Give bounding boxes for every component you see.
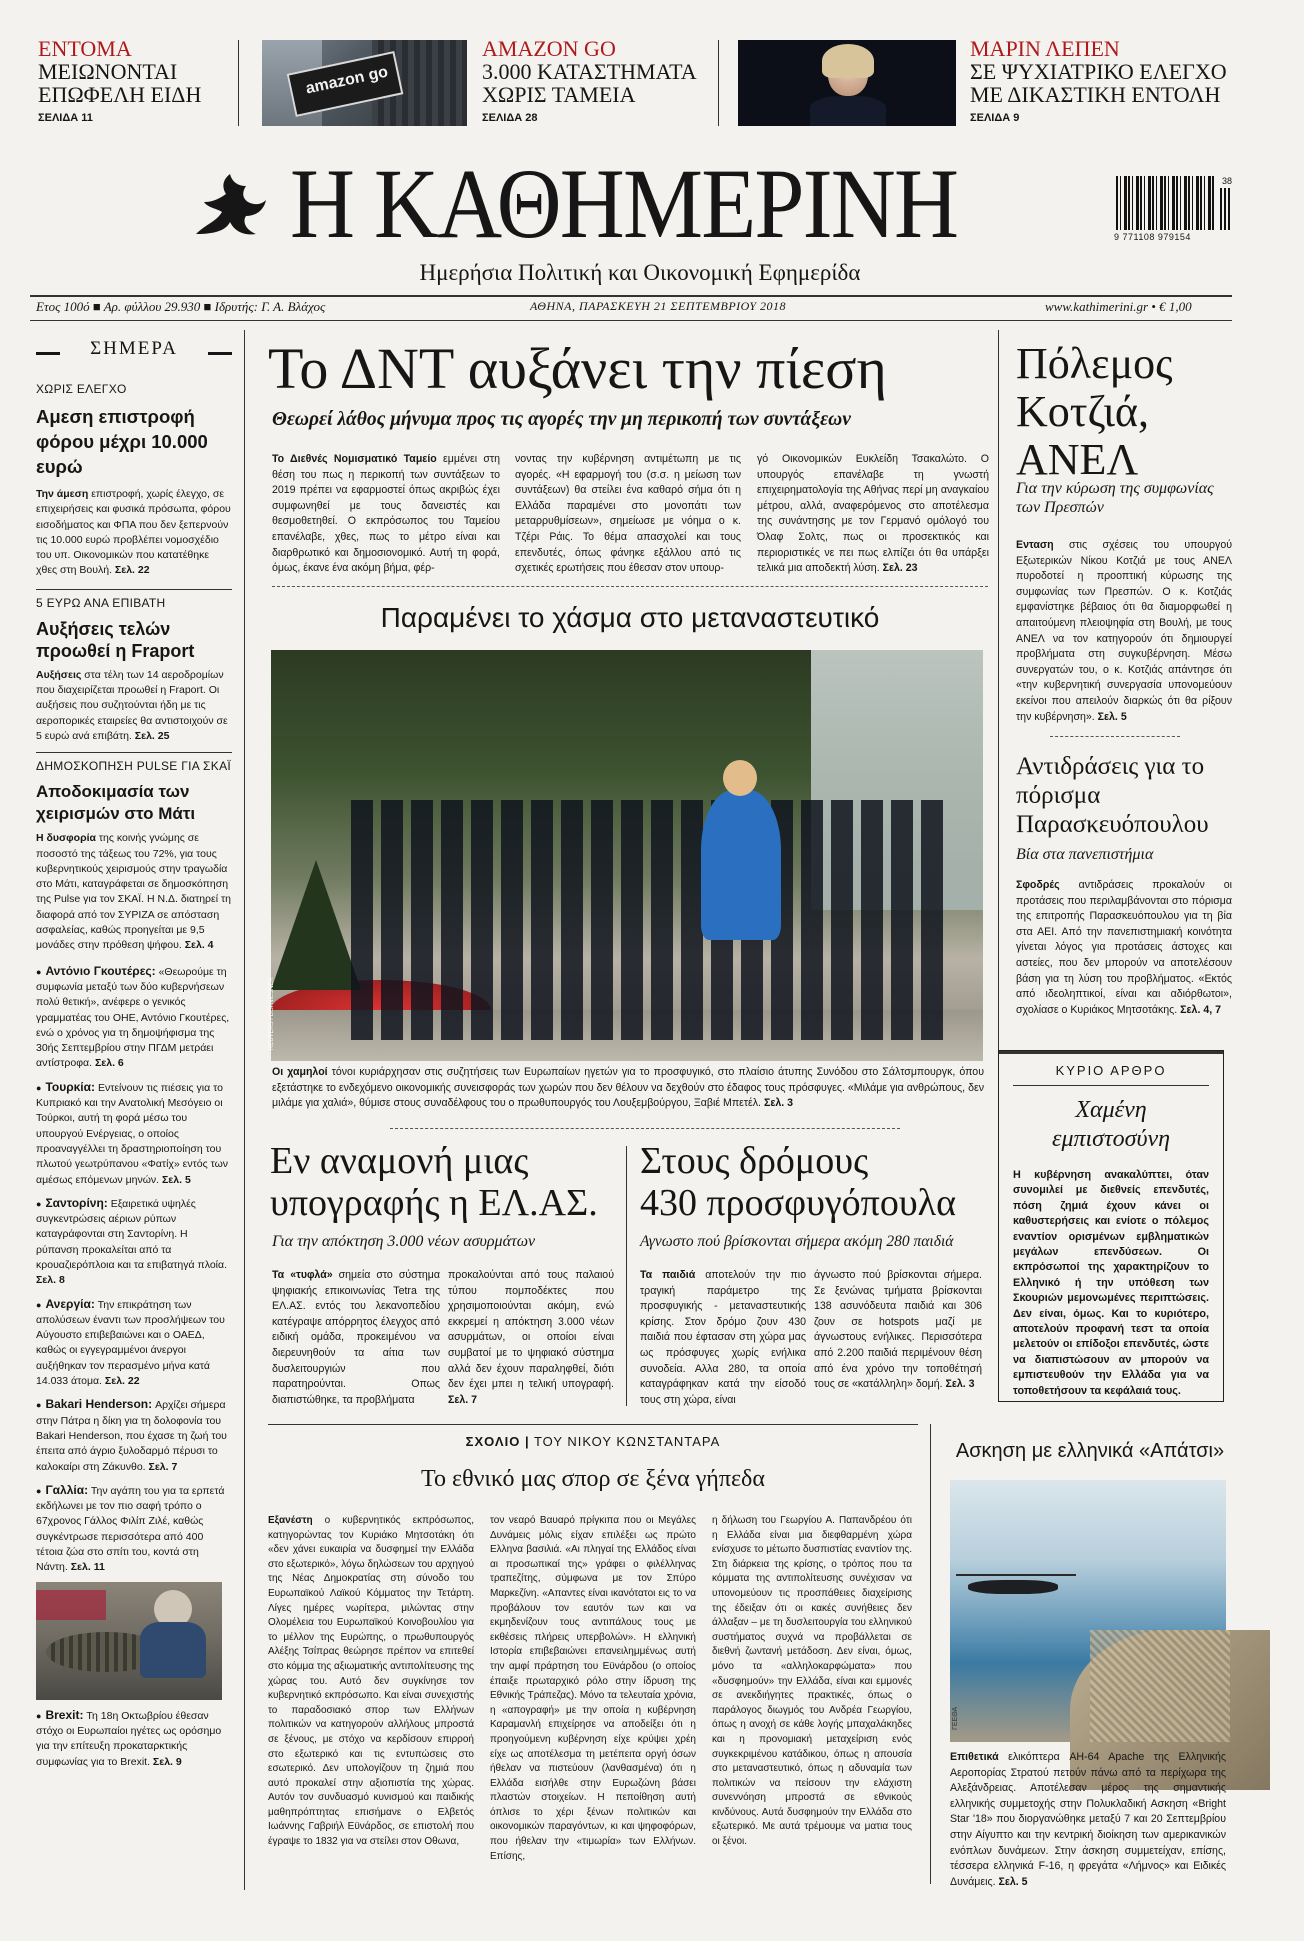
editorial-label: ΚΥΡΙΟ ΑΡΘΡΟ [1055,1063,1167,1078]
comment-title[interactable]: Το εθνικό μας σπορ σε ξένα γήπεδα [421,1466,765,1492]
bullet-lead: ● Γαλλία: [36,1483,88,1497]
sidebar-text [36,831,232,953]
body-text: σημεία στο σύστημα ψηφιακής επικοινωνίας Tetra της ΕΛ.ΑΣ. εντός του λεκανοπεδίου κατέγραψε απόρρητος έλεγχος από ειδική ομάδα, προκειμένου να διερευνηθούν τα αίτια των δυσλειτουργιών που παρατηρούνται. Οπως διαπιστώθηκε, τα προβλήματα [272,1269,441,1406]
lead-col2 [515,452,741,577]
barcode [1112,176,1232,246]
rule [30,320,1232,321]
universities-subhead: Βία στα πανεπιστήμια [1016,846,1154,863]
sidebar-bullet [36,1297,232,1390]
body-text: αποτελούν την πιο τραγική παράμετρο της προσφυγικής - μεταναστευτικής κρίσης. Στον δρόμο ζουν 430 παιδιά που έφτασαν στη χώρα μας ως πρόσφυγες χωρίς ενήλικα συνοδεία. Αλλα 280, τα οποία καταγράφηκαν κατά την είσοδό τους στη χώρα, είναι [640,1269,806,1406]
page-ref: Σελ. 5 [162,1173,191,1186]
lead-col1 [272,452,500,577]
sidebar-bullet [36,1397,232,1474]
sidebar-headline[interactable]: Αυξήσεις τελών προωθεί η Fraport [36,618,195,661]
refugees-col1 [640,1268,806,1408]
comment-col1 [268,1514,474,1850]
elas-subhead: Για την απόκτηση 3.000 νέων ασυρμάτων [272,1233,536,1250]
body-text: γό Οικονομικών Ευκλείδη Τσακαλώτο. Ο υπουργός επανέλαβε τη γνωστή επιχειρηματολογία της Αθήνας περί μη αναγκαίου μέτρου, αλλά, αναφερόμενος στο αποτέλεσμα της συνάντησης με τον Γερμανό ομόλογό του Όλαφ Σολτς, πως οι προσεκτικός και περιοριστικές νε πει πως ελπίζει ότι θα υπάρξει τελικά μια αποδεκτή λύση. [757,453,989,575]
refugees-col2 [814,1268,982,1393]
sidebar-bullet [36,1080,232,1188]
divider [272,586,988,587]
page-ref: Σελ. 3 [945,1378,975,1391]
bullet-text: Αρχίζει σήμερα στην Πάτρα η δίκη για τη δολοφονία του Bakari Henderson, που έχασε τη ζωή του έπειτα από άγριο ξυλοδαρμό πέρυσι το καλοκαίρι στη Ζάκυνθο. [36,1399,227,1473]
refugees-subhead: Αγνωστο πού βρίσκονται σήμερα ακόμη 280 παιδιά [640,1233,954,1250]
elas-col1 [272,1268,440,1408]
divider [36,589,232,590]
body-text: νοντας την κυβέρνηση αντιμέτωπη με τις αγορές. «Η εφαρμογή του (σ.σ. η μείωση των συντάξεων) θα στείλει ένα καθαρό σήμα ότι η Ελλάδα παραμένει στο μονοπάτι των μεταρρυθμίσεων», σημείωσε με νόημα ο κ. Τζέρι Ράις. Το θέμα απασχολεί και τους επενδυτές, όπως φάνηκε εξάλλου από τις σχετικές ερωτήσεις που έθεσαν στον υπουρ- [515,453,741,575]
teaser-le-pen[interactable] [970,38,1270,124]
page-ref: Σελ. 7 [148,1460,178,1473]
photo-credit: REUTERS / STEPHANE MAHE [32,1612,38,1698]
divider [36,752,232,753]
byline-separator: | [524,1434,530,1449]
divider [244,330,245,1890]
sidebar-text [36,668,232,744]
teaser-amazon[interactable] [482,38,722,124]
apache-headline[interactable]: Ασκηση με ελληνικά «Απάτσι» [955,1440,1225,1462]
divider [238,40,239,126]
bullet-text: Εξαιρετικά υψηλές συγκεντρώσεις αέριων ρύπων καταγράφονται στη Σαντορίνη. Η ρύπανση προκαλείται από τα κρουαζιερόπλοια και τα επιβατηγά πλοία. [36,1197,228,1271]
teaser-title: 3.000 ΚΑΤΑΣΤΗΜΑΤΑ [482,59,697,84]
sidebar-title: ΣΗΜΕΡΑ [90,338,178,359]
page-ref: Σελ. 7 [448,1393,478,1406]
le-pen-photo [738,40,956,126]
lead-words: Τα παιδιά [640,1269,696,1281]
body-text: ελικόπτερα AH-64 Apache της Ελληνικής Αεροπορίας Στρατού πετούν πάνω από τα περίχωρα της Αλεξάνδρειας. Αποτέλεσαν μέρος της σημαντικής ελληνικής συμμετοχής στην Πολυκλαδική Ασκηση «Bright Star '18» που διοργανώθηκε μεταξύ 7 και 20 Σεπτεμβρίου στην Αίγυπτο και την κεντρική διοίκηση των αμερικανικών ενόπλων δυνάμεων. Στην άσκηση συμμετείχαν, επίσης, τέσσερα ελληνικά F-16, η φρεγάτα «Λήμνος» και Ειδικές Δυνάμεις. [950,1751,1226,1888]
page-ref: Σελ. 3 [763,1097,794,1110]
editorial-text: Η κυβέρνηση ανακαλύπτει, όταν συνομιλεί με διεθνείς επενδυτές, πόση ζημιά έχουν κάνει οι καθυστερήσεις και ενίοτε ο πόλεμος εναντίον ορισμένων εμβληματικών μεγάλων επενδύσεων. Οι εκπρόσωποί της χαρακτηρίζουν το Ελληνικό ή την υπόθεση των Σκουριών μεμονωμένες περιπτώσεις. Δεν είναι, όμως. Και το κυριότερο, αποτελούν προφανή τεστ τα οποία μελετούν οι επίδοξοι επενδυτές, ώστε να διαπιστώσουν αν μπορούν να εμπιστευθούν την Ελλάδα για να τοποθετήσουν τα κεφάλαιά τους. [1013,1169,1209,1397]
bullet-lead: ● Ανεργία: [36,1297,95,1311]
amazon-go-photo [262,40,467,126]
page-ref: Σελ. 4, 7 [1180,1003,1222,1016]
comment-author: ΤΟΥ ΝΙΚΟΥ ΚΩΝΣΤΑΝΤΑΡΑ [533,1434,721,1449]
migration-caption [272,1065,984,1112]
bullet-text: Την επικράτηση των απολύσεων έναντι των προσλήψεων του Αύγουστο επιβεβαιώνει και ο ΟΑΕΔ, καθώς οι εγγεγραμμένοι άνεργοι αυξήθηκαν τον περασμένο μήνα κατά 14.033 άτομα. [36,1298,225,1388]
comment-label: ΣΧΟΛΙΟ [465,1434,521,1449]
lead-words: Η δυσφορία [36,832,96,845]
masthead-title: Η ΚΑΘΗΜΕΡΙΝΗ [290,148,958,259]
teaser-kicker: AMAZON GO [482,36,616,61]
teaser-title: ΕΠΩΦΕΛΗ ΕΙΔΗ [38,82,202,107]
page-ref: Σελ. 23 [882,562,918,575]
teaser-title: ΜΕ ΔΙΚΑΣΤΙΚΗ ΕΝΤΟΛΗ [970,82,1221,107]
divider [718,40,719,126]
page-ref: Σελ. 25 [134,729,170,742]
divider [1050,736,1180,737]
page-ref: Σελ. 6 [94,1057,124,1070]
lead-words: Αυξήσεις [36,668,82,681]
page-ref: Σελ. 4 [184,939,214,952]
sidebar-text [36,487,232,579]
bullet-text: Εντείνουν τις πιέσεις για το Κυπριακό και την Ανατολική Μεσόγειο οι Τούρκοι, αυτή τη φορά μέσω του υπουργού Ενέργειας, ο οποίος προαναγγέλλει τη δραστηριοποίηση του πλωτού γεωτρύπανου «Φατίχ» εντός των αμέσως επόμενων μηνών. [36,1081,229,1186]
photo-credit: REUTERS / LISI NIESNER [269,977,275,1050]
page-ref: Σελ. 9 [152,1755,182,1768]
headline-line: υπογραφής η ΕΛ.ΑΣ. [270,1182,598,1224]
teaser-page-ref: ΣΕΛΙΔΑ 11 [38,112,93,124]
sidebar-label: ΧΩΡΙΣ ΕΛΕΓΧΟ [36,382,127,396]
helicopter-photo [950,1480,1226,1742]
dateline-date: ΑΘΗΝΑ, ΠΑΡΑΣΚΕΥΗ 21 ΣΕΠΤΕΜΒΡΙΟΥ 2018 [530,299,787,313]
sidebar [32,338,232,1770]
page-ref: Σελ. 5 [1097,710,1127,723]
body-text: εμμένει στη θέση του πως η περικοπή των συντάξεων το 2019 πρέπει να εφαρμοστεί όπως ακριβώς έχει συμφωνηθεί με τους δανειστές και θεσμοθετηθεί. Ο εκπρόσωπος του Ταμείου επανέλαβε, χθες, πως το μέτρο είναι και διαρθρωτικό και δημοσιονομικό. Αυτή τη φορά, όμως, έκανε ένα ακόμη βήμα, φέρ- [272,453,500,575]
bullet-text: Τη 18η Οκτωβρίου έθεσαν στόχο οι Ευρωπαίοι ηγέτες ως ορόσημο για την επίτευξη προκαταρκτικής συμφωνίας για το Brexit. [36,1709,222,1768]
teaser-title: ΧΩΡΙΣ ΤΑΜΕΙΑ [482,82,636,107]
lead-words: Το Διεθνές Νομισματικό Ταμείο [272,453,437,465]
comment-col2 [490,1514,696,1864]
barcode-issue: 38 [1221,176,1232,186]
body-text: αντιδράσεις προκαλούν οι προτάσεις που περιλαμβάνονται στο πόρισμα της επιτροπής Παρασκευόπουλου για τη βία στα ΑΕΙ. Από την πανεπιστημιακή κοινότητα γίνεται λόγος για προτάσεις άστοχες και αστείες, που δεν μπορούν να αποτελέσουν βάση για τη λύση του προβλήματος. «Εκτός από ιδεοληπτικοί, είναι και αδιόρθωτοι», σχολίασε ο Κυριάκος Μητσοτάκης. [1016,879,1232,1016]
teaser-page-ref: ΣΕΛΙΔΑ 28 [482,112,538,124]
body-text: τόνοι κυριάρχησαν στις συζητήσεις των Ευρωπαίων ηγετών για το προσφυγικό, στο πλαίσιο άτυπης Συνόδου στο Σάλτσμπουργκ, όπου εξετάστηκε το ενδεχόμενο οικονομικής συνεισφοράς των χωρών που δεν θέλουν να δεχθούν στο έδαφος τους πρόσφυγες. «Μιλάμε για ανθρώπους, δεν μιλάμε για χαλιά», θύμισε στους συναδέλφους του ο πρωθυπουργός του Λουξεμβούργου, Ξαβιέ Μπετέλ. [272,1066,984,1110]
lead-col3 [757,452,989,577]
sidebar-headline[interactable]: Αμεση επιστροφή φόρου μέχρι 10.000 ευρώ [36,406,208,477]
reptile-photo [32,1582,222,1700]
teaser-title: ΣΕ ΨΥΧΙΑΤΡΙΚΟ ΕΛΕΓΧΟ [970,59,1227,84]
page-ref: Σελ. 22 [104,1375,140,1388]
dateline-right: www.kathimerini.gr • € 1,00 [1045,299,1192,314]
kotzias-subhead: Για την κύρωση της συμφωνίας των Πρεσπών [1016,480,1214,516]
body-text: στα τέλη των 14 αεροδρομίων που διαχειρίζεται προωθεί η Fraport. Οι αυξήσεις που συζητούνται ήδη με τις αεροπορικές εταιρείες θα αντιστοιχούν σε 5 ευρώ ανά επιβάτη. [36,668,228,742]
bullet-lead: ● Αντόνιο Γκουτέρες: [36,964,156,978]
griffin-logo [186,164,270,248]
sidebar-bullet [36,1483,232,1576]
sidebar-label: 5 ΕΥΡΩ ΑΝΑ ΕΠΙΒΑΤΗ [36,595,166,610]
teaser-insects[interactable] [38,38,238,124]
divider [930,1424,931,1884]
body-text: προκαλούνται από τους παλαιού τύπου πομποδέκτες που χρησιμοποιούνται ακόμη, ενώ εκκρεμεί η απόκτηση 3.000 νέων ασυρμάτων, οι οποίοι είναι συμβατοί με το ψηφιακό σύστημα αλλά δεν έχουν παραληφθεί, διότι δεν έχει μπει η τελική υπογραφή. [448,1269,614,1391]
migration-headline[interactable]: Παραμένει το χάσμα στο μεταναστευτικό [380,602,880,633]
rule [268,1424,918,1425]
body-text: επιστροφή, χωρίς έλεγχο, σε επιχειρήσεις και φυσικά πρόσωπα, φόρου εισοδήματος και ΦΠΑ που δεν ξεπερνούν τις 10.000 ευρώ προβλέπει νομοσχέδιο του υπ. Οικονομικών που κατατέθηκε χθες στη Βουλή. [36,488,231,577]
editorial-box [998,1050,1224,1402]
sidebar-header [36,338,232,368]
bullet-lead: ● Brexit: [36,1708,83,1722]
body-text: άγνωστο πού βρίσκονται σήμερα. Σε ξενώνας τμήματα βρίσκονται 138 ασυνόδευτα παιδιά και 306 ζουν σε hotspots μαζί με άγνωστους ενήλικες. Περισσότερα από 2.200 παιδιά περιμένουν θέση από ένα χρόνο την τοποθέτησή τους σε «κατάλληλη» δομή. [814,1269,982,1391]
universities-headline[interactable]: Αντιδράσεις για το πόρισμα Παρασκευόπουλου [1016,753,1209,838]
lead-subhead: Θεωρεί λάθος μήνυμα προς τις αγορές την μη περικοπή των συντάξεων [272,409,851,430]
rule [999,1051,1223,1054]
bullet-text: «Θεωρούμε τη συμφωνία μεταξύ των δύο κυβερνήσεων πολύ θετική», ανέφερε ο γενικός γραμματέας του ΟΗΕ, Αντόνιο Γκουτέρες, ενώ ο χρόνος για τη δημοψήφισμα της 30ής Σεπτεμβρίου στην ΠΓΔΜ μετράει αντίστροφα. [36,965,230,1070]
dateline-left: Ετος 100ό ■ Αρ. φύλλου 29.930 ■ Ιδρυτής: Γ. Α. Βλάχος [36,299,326,314]
page-ref: Σελ. 22 [114,564,150,577]
masthead-subtitle: Ημερήσια Πολιτική και Οικονομική Εφημερίδα [419,260,861,285]
teaser-kicker: ΕΝΤΟΜΑ [38,36,132,61]
lead-headline[interactable]: Το ΔΝΤ αυξάνει την πίεση [268,336,887,401]
sidebar-bullet [36,1708,232,1770]
headline-line: Στους δρόμους [640,1140,869,1182]
lead-words: Σφοδρές [1016,879,1060,891]
divider [626,1146,627,1406]
bullet-lead: ● Bakari Henderson: [36,1397,152,1411]
leaders-photo [271,650,983,1061]
editorial-title[interactable]: Χαμένη εμπιστοσύνη [1051,1097,1171,1152]
amazon-go-sign: amazon go [304,63,390,98]
rule [1013,1085,1209,1086]
bullet-text: Την αγάπη του για τα ερπετά εκδήλωνει με τον πιο σαφή τρόπο ο 67χρονος Γάλλος Φιλίπ Ζιλέ, καθώς συγκέντρωσε περισσότερα από 400 τέτοια ζώα στο σπίτι του, κοντά στη Νάντη. [36,1484,225,1574]
sidebar-label: ΔΗΜΟΣΚΟΠΗΣΗ PULSE ΓΙΑ ΣΚΑΪ [36,759,232,774]
apache-text [950,1750,1226,1890]
elas-headline[interactable] [270,1140,630,1224]
body-text: στις σχέσεις του υπουργού Εξωτερικών Νίκου Κοτζιά με τους ΑΝΕΛ πυροδοτεί η προοπτική κύρωσης της συμφωνίας των Πρεσπών. Ο κ. Κοτζιάς εμφανίστηκε βέβαιος ότι θα διαμορφωθεί η απαιτούμενη πλειοψηφία στη Βουλή, με τους ΑΝΕΛ να τον κατηγορούν ότι δημιουργεί προβλήματα στη συγκυβέρνηση. Μέσω συνεργατών του, ο κ. Κοτζιάς απάντησε ότι «την κυβερνητική συνεργασία υπονομεύουν εκείνοι που απειλούν διαρκώς ότι θα ρίξουν την κυβέρνηση». [1016,539,1232,723]
lead-words: Τα «τυφλά» [272,1269,333,1281]
sidebar-headline[interactable]: Αποδοκιμασία των χειρισμών στο Μάτι [36,782,196,824]
page-ref: Σελ. 8 [36,1274,65,1287]
kotzias-text [1016,538,1232,725]
kotzias-headline[interactable]: Πόλεμος Κοτζιά, ΑΝΕΛ [1016,339,1173,484]
sidebar-bullet [36,1196,232,1289]
teaser-page-ref: ΣΕΛΙΔΑ 9 [970,112,1020,124]
rule [30,295,1232,297]
lead-words: Ενταση [1016,539,1054,551]
body-text: η δήλωση του Γεωργίου Α. Παπανδρέου ότι η Ελλάδα είναι μια διεφθαρμένη χώρα ενίσχυσε το μέτωπο δυσπιστίας εναντίον της. Στη διάρκεια της κρίσης, ο τρόπος που τα κόμματα της αντιπολίτευσης συνέχισαν να υπονομεύουν τις προσπάθειες διαχείρισης της έδειξαν ότι οι κακές συνήθειες δεν άλλαξαν – με τη δυσλειτουργία του ελληνικού συστήματος συχνά να προβάλλεται σε διεθνή ζωντανή μετάδοση. Δεν είναι, όμως, μόνο τα «αλληλοκαρφώματα» που «δυσφημούν» την Ελλάδα, είναι και εμμονές σε ανεκδιήγητες πρακτικές, όπως ο παράλογος διωγμός του Ανδρέα Γεωργίου, όπως η ανοχή σε κάθε λογής μπαχαλάκηδες και η προνομιακή μεταχείριση ενός συγκεκριμένου κατάδικου, όπως η απουσία στο μεταναστευτικό, όπως η αδυναμία των πολιτικών να πείσουν την ελάχιστη συνεννόηση μπροστά σε εθνικούς κινδύνους. Αυτά δυσφημούν την Ελλάδα στο εξωτερικό. Με αυτά τρέμουμε να ματια τους οι ξένοι. [712,1515,912,1848]
body-text: της κοινής γνώμης σε ποσοστό της τάξεως του 72%, για τους κυβερνητικούς χειρισμούς στην τραγωδία στο Μάτι, καταγράφεται σε δημοσκόπηση της Pulse για τον ΣΚΑΪ. Η Ν.Δ. διατηρεί τη διαφορά από τον ΣΥΡΙΖΑ σε απόσταση ασφαλείας, καθώς προηγείται με 9,5 μονάδες στην πρόθεση ψήφου. [36,832,231,952]
lead-words: Επιθετικά [950,1751,999,1763]
universities-text [1016,878,1232,1018]
elas-col2 [448,1268,614,1408]
lead-words: Την άμεση [36,488,89,500]
lead-words: Οι χαμηλοί [272,1066,328,1078]
body-text: ο κυβερνητικός εκπρόσωπος, κατηγορώντας τον Κυριάκο Μητσοτάκη ότι «δεν χάνει ευκαιρία να δυσφημεί την Ελλάδα στο εξωτερικό», λόγω δηλώσεων του αρχηγού της Νέας Δημοκρατίας στη σύνοδο του Ευρωπαϊκού Λαϊκού Κόμματος την Τετάρτη. Λίγες ημέρες νωρίτερα, μιλώντας στην Ολομέλεια του Ευρωπαϊκού Κοινοβουλίου για το μέλλον της Ευρώπης, ο πρωθυπουργός Αλέξης Τσίπρας θεώρησε πρέπον να επιτεθεί στο κόμμα της αξιωματικής αντιπολίτευσης της χώρας του. Αυτό δεν συγκίνησε τον κυβερνητικό εκπρόσωπο. Και είναι συνεχιστής το παραδοσιακό σπορ των Ελλήνων πολιτικών να κατηγορούν αλλήλους μπροστά σε ξένους, με στόχο να κερδίσουν επιρροή στο εξωτερικό και τις εντυπώσεις στο εσωτερικό. Δεν υπολογίζουν τη ζημιά που αυτό προκαλεί στην αξιοπιστία της χώρας. Αυτόν τον συνδυασμό κυνισμού και παιδικής μαθηπρόπτητας επισήμανε ο Ελβετός Ιωάννης Γαβριήλ Εϋνάρδος, σε επιστολή που έγραψε το 1832 για να στείλει στον Οθωνα, [268,1515,475,1848]
sidebar-bullet [36,964,232,1072]
bullet-lead: ● Σαντορίνη: [36,1196,108,1210]
photo-credit: ΓΕΕΘΑ [952,1706,959,1730]
divider [390,1128,900,1129]
refugees-headline[interactable] [640,1140,990,1224]
page-ref: Σελ. 5 [998,1875,1028,1888]
headline-line: 430 προσφυγόπουλα [640,1182,957,1224]
lead-words: Εξανέστη [268,1515,313,1526]
body-text: τον νεαρό Βαυαρό πρίγκιπα που οι Μεγάλες Δυνάμεις μόλις είχαν επιλέξει ως πρώτο Ελληνα βασιλιά. «Αι πληγαί της Ελλάδος είναι αι προσωπικαί της» γράφει ο φιλέλληνας τραπεζίτης, σύμφωνα με τον Σπύρο Μαρκεζίνη. «Απαντες είναι ικανότατοι εις το να προβάλουν τον εαυτόν των και να εκμηδενίζουν τους αντιπάλους τους με εκθέσεις πλήρεις υπερβολών». Η ελληνική Ιστορία επιβεβαιώνει επανειλημμένως αυτή την αμφί πράρτηση του Εϋνάρδου (ο οποίος έπαιξε πρωταρχικό ρόλο στην ίδρυση της Εθνικής Τράπεζας). Μόνο τα τελευταία χρόνια, η «απογραφή» με την οποία η κυβέρνηση Καραμανλή επιχείρησε να αποδείξει ότι η προηγούμενη κυβέρνηση είχε κρύψει χρέη είχε ως αποτέλεσμα τη μετέπειτα οργή όσων ήθελαν να πιστεύουν (λανθασμένα) ότι η Ελλάδα εισήλθε στην Ευρωζώνη βάσει πλαστών στοιχείων. Η πεποίθηση αυτή όπλισε το χέρι ξένων πολιτικών και οικονομικών παραγόντων, κι και ψηφοφόρων, που ήθελαν την «τιμωρία» των Ελλήνων. Επίσης, [490,1515,696,1862]
barcode-number: 9 771108 979154 [1114,232,1191,242]
teaser-title: ΜΕΙΩΝΟΝΤΑΙ [38,59,178,84]
bullet-lead: ● Τουρκία: [36,1080,95,1094]
teaser-kicker: ΜΑΡΙΝ ΛΕΠΕΝ [970,36,1120,61]
headline-line: Εν αναμονή μιας [270,1140,529,1182]
comment-col3 [712,1514,912,1850]
page-ref: Σελ. 11 [70,1561,105,1574]
comment-byline [268,1434,918,1449]
